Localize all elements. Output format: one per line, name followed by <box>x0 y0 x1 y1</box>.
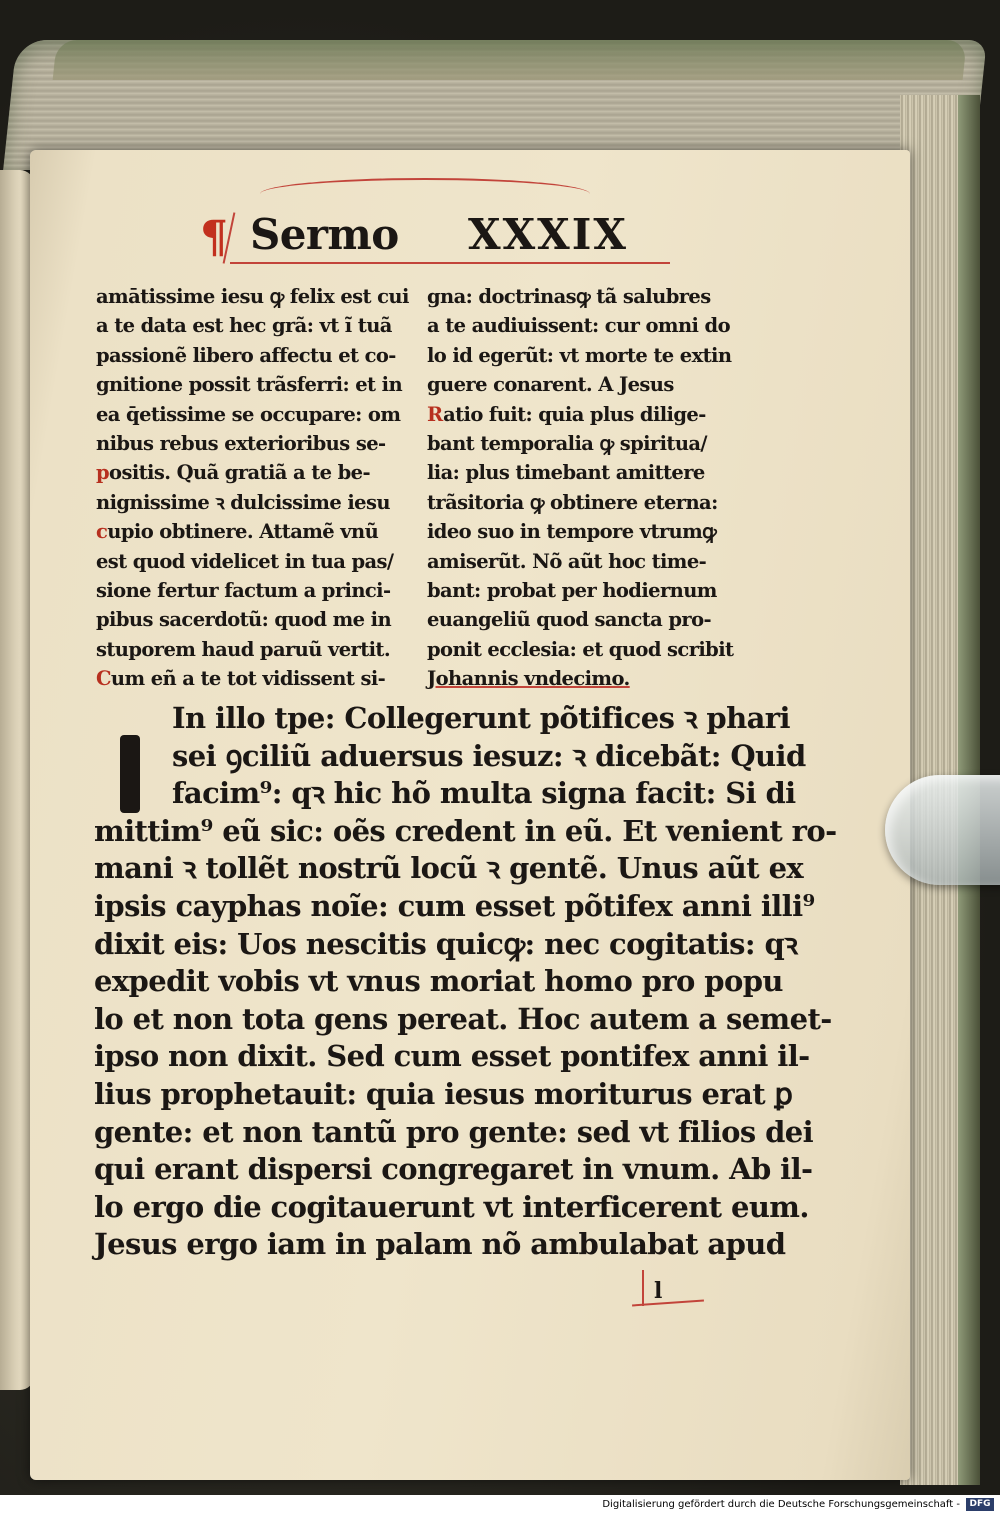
pilcrow-icon: ¶ <box>200 212 228 263</box>
main-text-line: qui erant dispersi congregaret in vnum. Ab il- <box>94 1152 813 1187</box>
main-text-line: dixit eis: Uos nescitis quicꝙ: nec cogitatis: qꝛ <box>94 926 798 961</box>
right-column-line: trãsitoria ꝙ obtinere eterna: <box>427 490 718 514</box>
left-column-line: pibus sacerdotũ: quod me in <box>96 608 392 632</box>
main-text-line: lo ergo die cogitauerunt vt interficerent eum. <box>94 1189 809 1224</box>
right-column <box>427 282 747 693</box>
right-column-line: bant temporalia ꝙ spiritua/ <box>427 431 707 455</box>
main-text-line: In illo tpe: Collegerunt põtifices ꝛ phari <box>172 701 790 735</box>
left-column-line: passionẽ libero affectu et co- <box>96 343 396 367</box>
title-numeral: XXXIX <box>468 210 628 259</box>
left-column <box>96 282 416 693</box>
main-text-line: facim⁹: qꝛ hic hõ multa signa facit: Si di <box>172 776 796 811</box>
right-column-line: gna: doctrinasꝙ tã salubres <box>427 285 711 308</box>
right-column-line: euangeliũ quod sancta pro- <box>427 608 711 632</box>
right-column-line: a te audiuissent: cur omni do <box>427 314 730 338</box>
main-text-line: ipsis cayphas noĩe: cum esset põtifex anni illi⁹ <box>94 888 815 923</box>
main-text-line: gente: et non tantũ pro gente: sed vt filios dei <box>94 1114 814 1149</box>
right-column-line: Ratio fuit: quia plus dilige- <box>427 402 706 426</box>
main-text-line: lo et non tota gens pereat. Hoc autem a semet- <box>94 1001 832 1036</box>
footer-credit: Digitalisierung gefördert durch die Deutsche Forschungsgemeinschaft - <box>602 1499 960 1510</box>
left-column-line: amātissime iesu ꝙ felix est cui <box>96 285 409 308</box>
rubric-flourish <box>260 178 590 210</box>
main-text-line: expedit vobis vt vnus moriat homo pro popu <box>94 964 783 999</box>
left-column-line: ea q̄etissime se occupare: om <box>96 402 401 426</box>
main-text-line: mittim⁹ eũ sic: oẽs credent in eũ. Et venient ro- <box>94 813 837 848</box>
right-column-line: lia: plus timebant amittere <box>427 461 705 485</box>
left-column-line: a te data est hec grã: vt ĩ tuã <box>96 314 392 338</box>
right-column-line: Johannis vndecimo. <box>427 667 630 691</box>
main-text-line: mani ꝛ tollẽt nostrũ locũ ꝛ gentẽ. Unus aũt ex <box>94 851 804 886</box>
signature-letter: l <box>654 1278 663 1304</box>
main-text-line: Jesus ergo iam in palam nõ ambulabat apud <box>94 1227 786 1262</box>
sermon-title <box>200 210 670 270</box>
left-column-line: cupio obtinere. Attamẽ vnũ <box>96 520 379 544</box>
dfg-logo: DFG <box>966 1498 994 1511</box>
title-heading: Sermo <box>250 210 399 259</box>
right-column-line: ideo suo in tempore vtrumꝙ <box>427 520 717 544</box>
main-text-line: sei ꝯciliũ aduersus iesuz: ꝛ dicebãt: Quid <box>172 738 806 773</box>
main-text <box>94 700 837 1264</box>
main-text-line: lius prophetauit: quia iesus moriturus erat ꝑ <box>94 1076 793 1111</box>
left-column-line: nibus rebus exterioribus se- <box>96 431 386 455</box>
left-column-line: est quod videlicet in tua pas/ <box>96 549 394 573</box>
signature-mark <box>632 1262 704 1312</box>
right-column-line: lo id egerũt: vt morte te extin <box>427 343 732 367</box>
page-clip <box>885 775 1000 885</box>
main-text-line: ipso non dixit. Sed cum esset pontifex anni il- <box>94 1039 810 1074</box>
left-column-line: sione fertur factum a princi- <box>96 578 391 602</box>
left-column-line: gnitione possit trãsferri: et in <box>96 373 403 397</box>
left-column-line: nignissime ꝛ dulcissime iesu <box>96 490 390 514</box>
right-column-line: amiserũt. Nõ aũt hoc time- <box>427 549 707 573</box>
right-column-line: bant: probat per hodiernum <box>427 578 717 602</box>
right-column-line: ponit ecclesia: et quod scribit <box>427 637 734 661</box>
facing-page-edge <box>0 170 34 1390</box>
left-column-line: stuporem haud paruũ vertit. <box>96 637 391 661</box>
left-column-line: Cum eñ a te tot vidissent si- <box>96 667 386 691</box>
left-column-line: positis. Quã gratiã a te be- <box>96 461 370 485</box>
right-column-line: guere conarent. A Jesus <box>427 373 674 397</box>
footer-bar <box>0 1495 1000 1515</box>
